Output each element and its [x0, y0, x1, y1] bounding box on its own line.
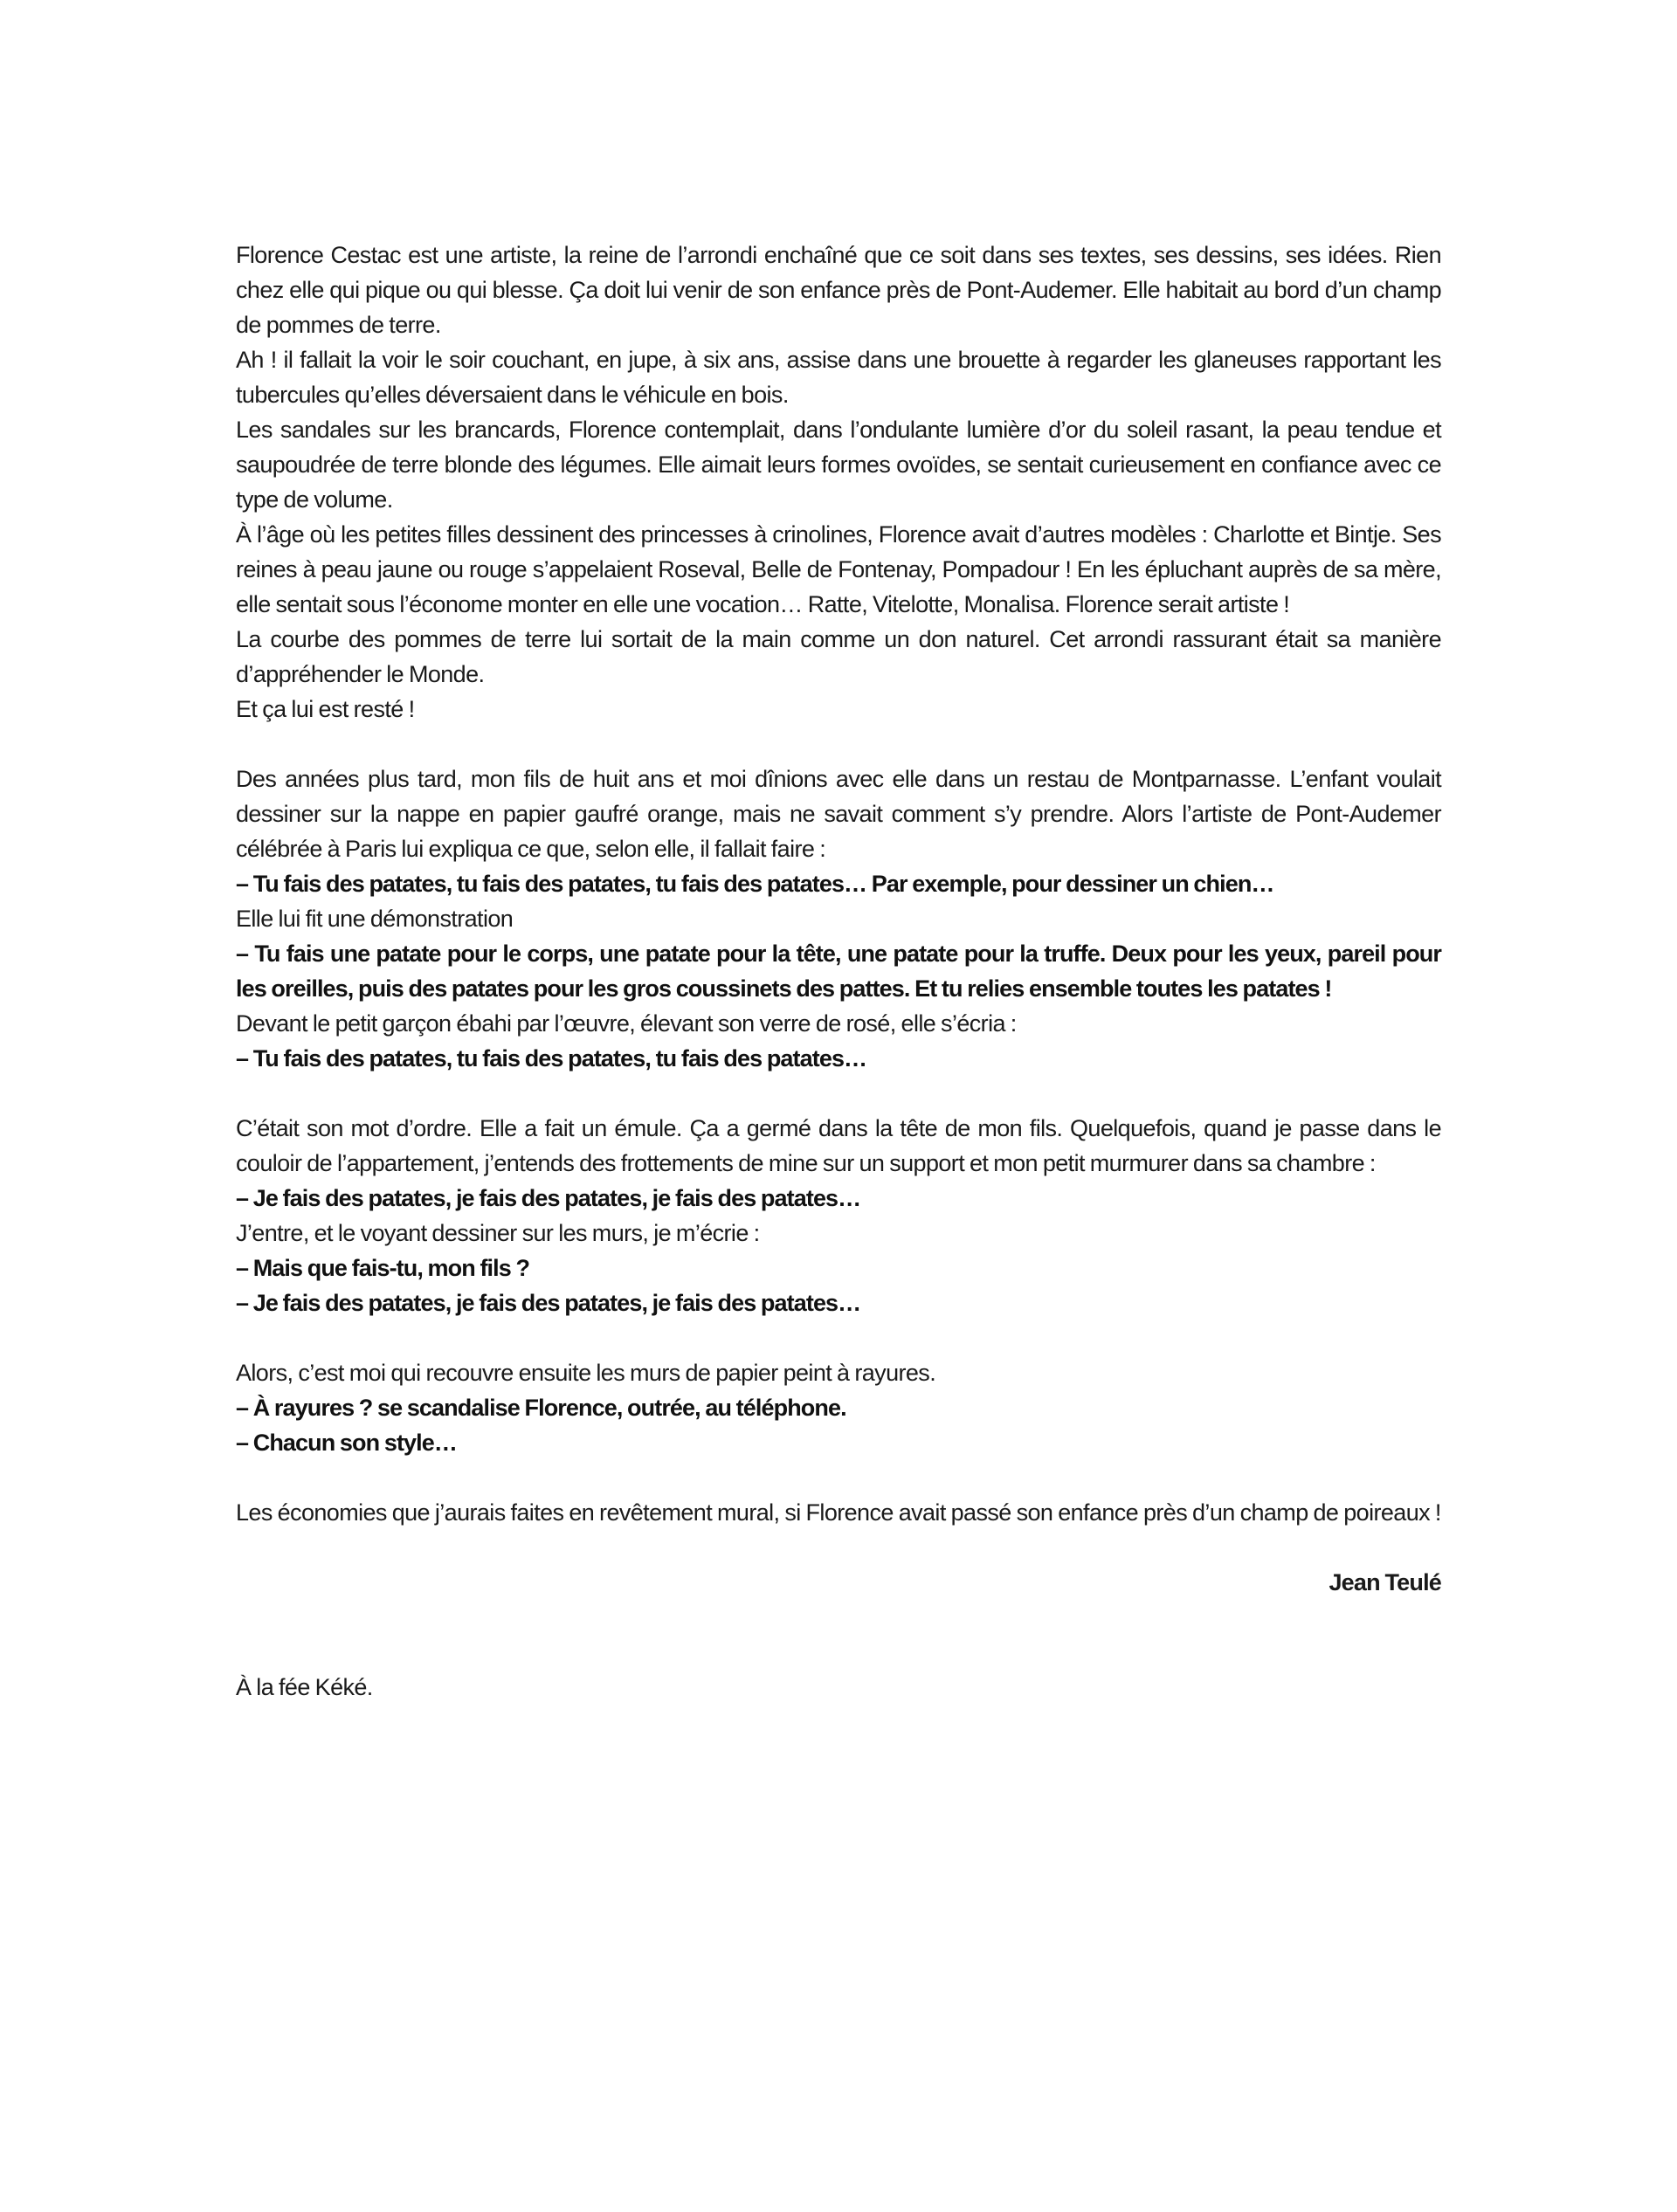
- paragraph: Et ça lui est resté !: [236, 696, 415, 722]
- spacer: [236, 727, 1441, 761]
- paragraph: Elle lui fit une démonstration: [236, 906, 514, 932]
- paragraph: Ah ! il fallait la voir le soir couchant, en jupe, à six ans, assise dans une brouette à regarder les glaneuses rapportant les tubercules qu’elles déversaient dans le véhicule en bois.: [236, 347, 1441, 408]
- paragraph: Les sandales sur les brancards, Florence contemplait, dans l’ondulante lumière d’or du soleil rasant, la peau tendue et saupoudrée de terre blonde des légumes. Elle aimait leurs formes ovoïdes, se sentait curieusement en confiance avec ce type de volume.: [236, 417, 1441, 513]
- author-signature: Jean Teulé: [1328, 1569, 1441, 1595]
- spacer: [236, 1460, 1441, 1495]
- paragraph: Les économies que j’aurais faites en revêtement mural, si Florence avait passé son enfance près d’un champ de poireaux !: [236, 1499, 1441, 1526]
- paragraph: À l’âge où les petites filles dessinent des princesses à crinolines, Florence avait d’autres modèles : Charlotte et Bintje. Ses reines à peau jaune ou rouge s’appelaient Roseval, Belle de Fontenay, Pompadour ! En les épluchant auprès de sa mère, elle sentait sous l’économe monter en elle une vocation… Ratte, Vitelotte, Monalisa. Florence serait artiste !: [236, 521, 1441, 617]
- dialog-line: – Tu fais des patates, tu fais des patates, tu fais des patates…: [236, 1045, 867, 1072]
- paragraph: Florence Cestac est une artiste, la reine de l’arrondi enchaîné que ce soit dans ses textes, ses dessins, ses idées. Rien chez elle qui pique ou qui blesse. Ça doit lui venir de son enfance près de Pont-Audemer. Elle habitait au bord d’un champ de pommes de terre.: [236, 242, 1441, 338]
- dialog-line: – Tu fais une patate pour le corps, une patate pour la tête, une patate pour la truffe. Deux pour les yeux, pareil pour les oreilles, puis des patates pour les gros coussinets des pattes. Et tu relies ensemble toutes les patates !: [236, 941, 1441, 1002]
- section-wallpaper: [236, 1355, 1441, 1460]
- dialog-line: – Mais que fais-tu, mon fils ?: [236, 1255, 530, 1281]
- dialog-line: – Je fais des patates, je fais des patates, je fais des patates…: [236, 1185, 861, 1211]
- paragraph: La courbe des pommes de terre lui sortait de la main comme un don naturel. Cet arrondi rassurant était sa manière d’appréhender le Monde.: [236, 626, 1441, 687]
- spacer: [236, 1320, 1441, 1355]
- paragraph: Alors, c’est moi qui recouvre ensuite les murs de papier peint à rayures.: [236, 1360, 936, 1386]
- paragraph: J’entre, et le voyant dessiner sur les murs, je m’écrie :: [236, 1220, 760, 1246]
- dialog-line: – Chacun son style…: [236, 1430, 457, 1456]
- dedication: À la fée Kéké.: [236, 1674, 373, 1700]
- section-conclusion: [236, 1495, 1441, 1530]
- dialog-line: – Je fais des patates, je fais des patates, je fais des patates…: [236, 1290, 861, 1316]
- dialog-line: – À rayures ? se scandalise Florence, outrée, au téléphone.: [236, 1395, 846, 1421]
- spacer: [236, 1076, 1441, 1111]
- paragraph: Devant le petit garçon ébahi par l’œuvre, élevant son verre de rosé, elle s’écria :: [236, 1010, 1017, 1037]
- dialog-line: – Tu fais des patates, tu fais des patates, tu fais des patates… Par exemple, pour dessiner un chien…: [236, 871, 1274, 897]
- paragraph: C’était son mot d’ordre. Elle a fait un émule. Ça a germé dans la tête de mon fils. Quelquefois, quand je passe dans le couloir de l’appartement, j’entends des frottements de mine sur un support et mon petit murmurer dans sa chambre :: [236, 1115, 1441, 1176]
- section-son: [236, 1111, 1441, 1320]
- paragraph: Des années plus tard, mon fils de huit ans et moi dînions avec elle dans un restau de Montparnasse. L’enfant voulait dessiner sur la nappe en papier gaufré orange, mais ne savait comment s’y prendre. Alors l’artiste de Pont-Audemer célébrée à Paris lui expliqua ce que, selon elle, il fallait faire :: [236, 766, 1441, 862]
- document-page: [236, 238, 1441, 1705]
- section-childhood: [236, 238, 1441, 727]
- section-restaurant: [236, 761, 1441, 1076]
